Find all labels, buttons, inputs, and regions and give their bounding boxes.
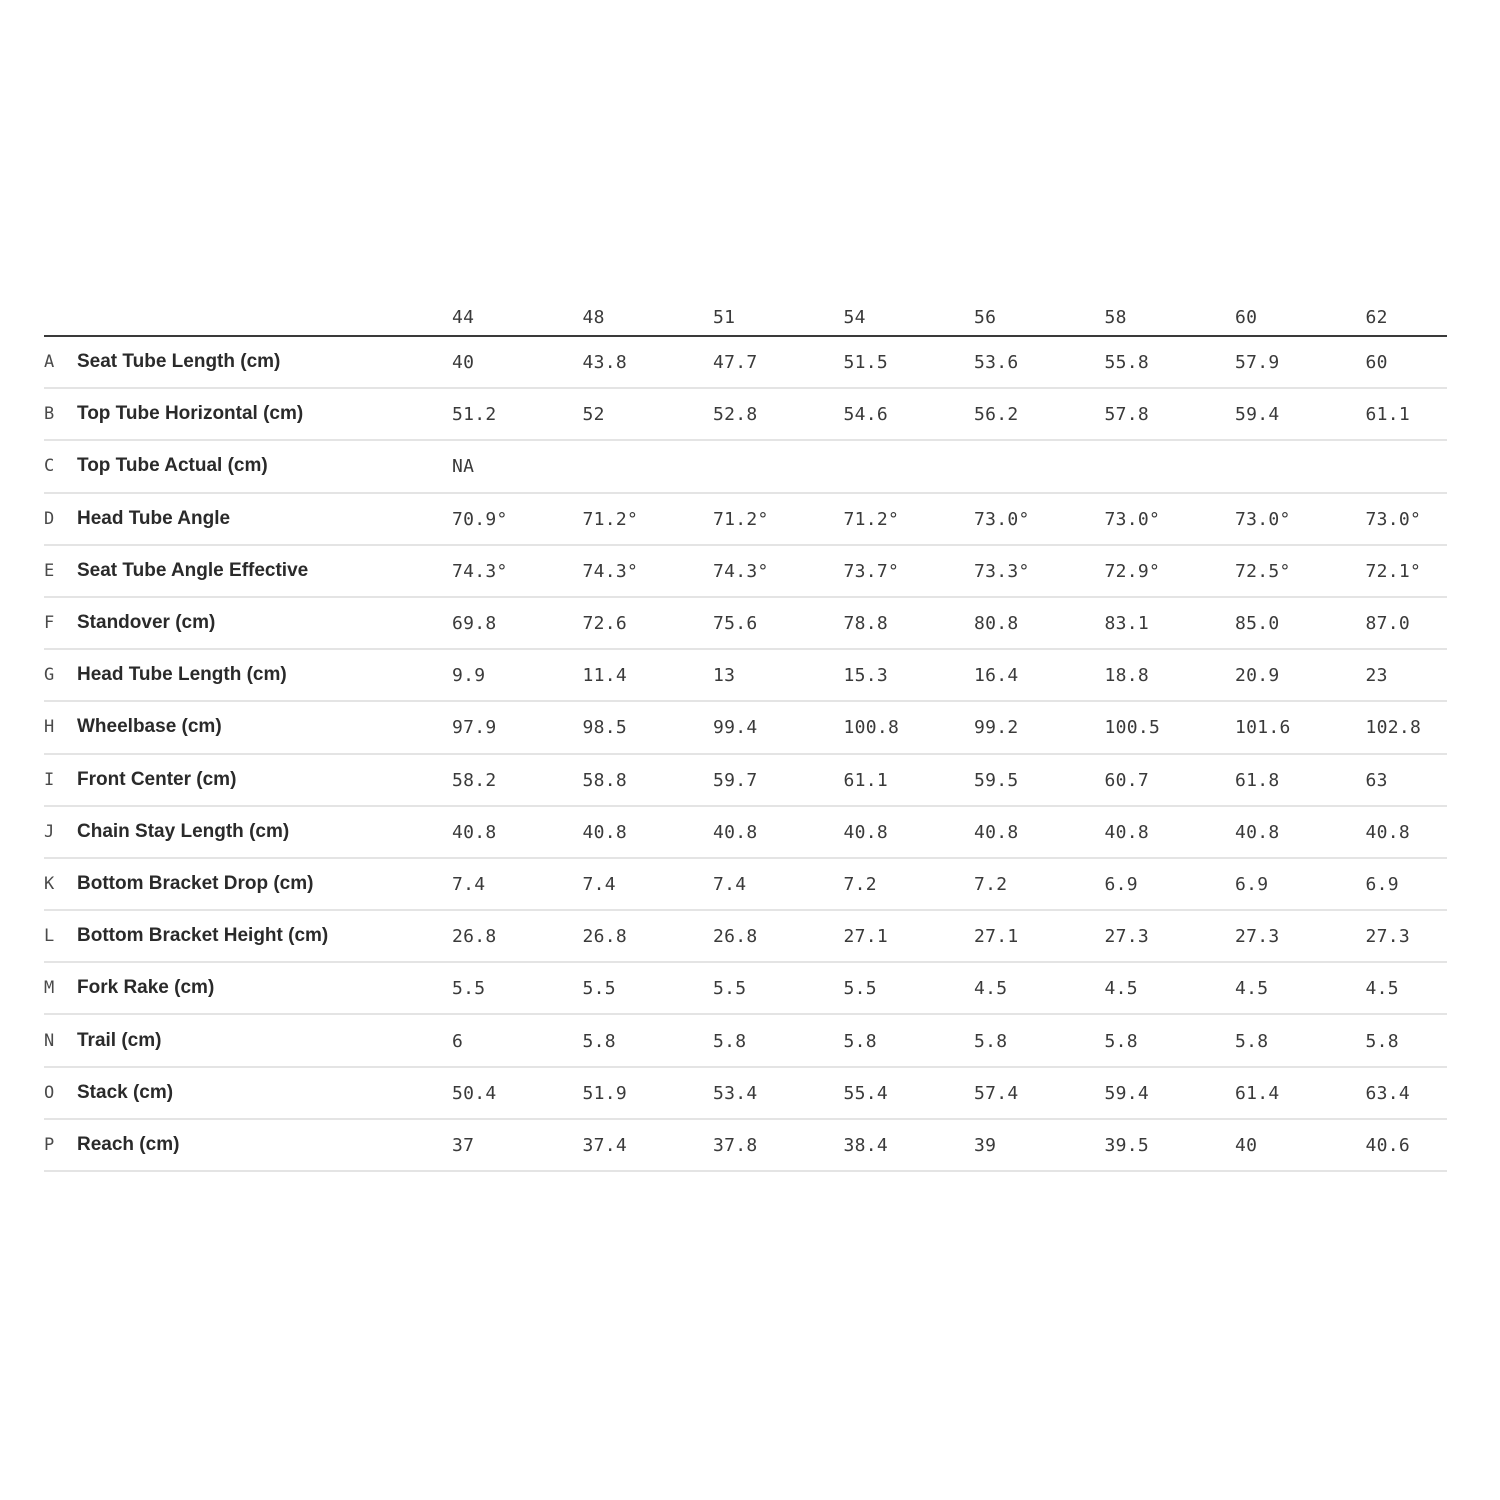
row-label: Head Tube Length (cm) [77, 664, 287, 686]
table-cell: 100.8 [843, 717, 900, 739]
table-cell: 40.8 [974, 821, 1019, 843]
table-cell: 54.6 [843, 404, 889, 426]
table-cell: 4.5 [1104, 978, 1138, 1000]
table-cell: 57.4 [974, 1082, 1019, 1104]
table-cell: 101.6 [1235, 717, 1291, 739]
table-cell: 37.4 [582, 1134, 628, 1156]
table-cell: 51.2 [452, 404, 497, 426]
table-row [44, 389, 1447, 441]
table-cell: 73.0° [1104, 508, 1161, 530]
table-cell: 73.0° [974, 508, 1030, 530]
table-cell: 61.1 [843, 769, 889, 791]
size-header-row [44, 296, 1447, 337]
table-cell: 6.9 [1235, 873, 1269, 895]
table-cell: 5.8 [1104, 1030, 1138, 1052]
table-cell: 5.8 [974, 1030, 1008, 1052]
table-cell: 50.4 [452, 1082, 497, 1104]
table-row [44, 441, 1447, 493]
table-cell: 11.4 [582, 665, 628, 687]
table-cell: 71.2° [582, 508, 639, 530]
row-label: Top Tube Horizontal (cm) [77, 403, 304, 425]
table-cell: 5.5 [843, 978, 877, 1000]
table-cell: 6.9 [1104, 873, 1138, 895]
row-label: Head Tube Angle [77, 507, 231, 529]
table-cell: 73.0° [1235, 508, 1291, 530]
table-row [44, 650, 1447, 702]
table-row [44, 859, 1447, 911]
table-cell: 61.4 [1235, 1082, 1280, 1104]
table-cell: 7.4 [582, 873, 616, 895]
table-cell: 71.2° [843, 508, 900, 530]
table-cell: 27.3 [1104, 926, 1150, 948]
table-cell: 4.5 [1365, 978, 1399, 1000]
table-cell: 27.1 [974, 926, 1019, 948]
table-cell: 7.2 [974, 873, 1008, 895]
row-label: Seat Tube Angle Effective [77, 559, 309, 581]
row-label: Chain Stay Length (cm) [77, 820, 290, 842]
table-cell: 53.4 [713, 1082, 758, 1104]
size-header: 56 [974, 307, 997, 328]
row-letter: B [44, 404, 55, 425]
table-cell: 27.3 [1365, 926, 1411, 948]
row-label: Bottom Bracket Height (cm) [77, 925, 329, 947]
table-cell: 40 [1235, 1134, 1258, 1156]
table-cell: 18.8 [1104, 665, 1150, 687]
row-letter: N [44, 1030, 55, 1051]
row-letter: L [44, 926, 55, 947]
table-cell: 58.8 [582, 769, 628, 791]
row-label: Standover (cm) [77, 612, 216, 634]
table-row [44, 1068, 1447, 1120]
table-cell [583, 466, 714, 467]
table-cell: 5.8 [582, 1030, 616, 1052]
table-cell: 26.8 [452, 926, 497, 948]
row-letter: K [44, 873, 55, 894]
size-header: 44 [452, 307, 475, 328]
table-cell: 5.8 [713, 1030, 747, 1052]
table-cell: 61.8 [1235, 769, 1280, 791]
table-cell: 51.5 [843, 352, 889, 374]
table-cell: 83.1 [1104, 613, 1150, 635]
row-letter: M [44, 978, 55, 999]
table-cell: 52.8 [713, 404, 758, 426]
table-cell: 61.1 [1365, 404, 1411, 426]
table-cell: 5.8 [1365, 1030, 1399, 1052]
table-cell: 73.0° [1365, 508, 1422, 530]
row-letter: A [44, 352, 55, 373]
table-cell: 71.2° [713, 508, 769, 530]
table-cell [1105, 466, 1236, 467]
table-cell: 98.5 [582, 717, 628, 739]
table-cell: 39 [974, 1134, 997, 1156]
table-cell: 6 [452, 1030, 464, 1052]
table-row [44, 337, 1447, 389]
table-cell: 37 [452, 1134, 475, 1156]
row-label: Reach (cm) [77, 1133, 180, 1155]
table-cell: 99.4 [713, 717, 758, 739]
table-cell: 7.4 [713, 873, 747, 895]
table-cell: 40.8 [452, 821, 497, 843]
table-cell: 78.8 [843, 613, 889, 635]
table-cell: 27.1 [843, 926, 889, 948]
table-cell: NA [452, 456, 475, 478]
table-cell: 40 [452, 352, 475, 374]
table-cell: 26.8 [582, 926, 628, 948]
table-cell: 5.5 [582, 978, 616, 1000]
row-label: Top Tube Actual (cm) [77, 455, 268, 477]
table-cell: 100.5 [1104, 717, 1161, 739]
table-cell: 85.0 [1235, 613, 1280, 635]
table-cell: 72.6 [582, 613, 628, 635]
row-letter: P [44, 1134, 55, 1155]
table-cell: 72.5° [1235, 560, 1291, 582]
table-cell: 26.8 [713, 926, 758, 948]
table-cell: 40.8 [582, 821, 628, 843]
table-cell: 5.8 [843, 1030, 877, 1052]
table-cell: 74.3° [452, 560, 508, 582]
table-cell: 70.9° [452, 508, 508, 530]
size-header: 54 [843, 307, 866, 328]
row-letter: C [44, 456, 55, 477]
geometry-table [44, 296, 1447, 1172]
table-cell: 40.6 [1365, 1134, 1411, 1156]
table-cell: 74.3° [582, 560, 639, 582]
row-label: Seat Tube Length (cm) [77, 351, 281, 373]
table-row [44, 1015, 1447, 1067]
table-cell: 6.9 [1365, 873, 1399, 895]
table-cell: 23 [1365, 665, 1388, 687]
table-cell [1235, 466, 1366, 467]
table-cell: 4.5 [1235, 978, 1269, 1000]
row-letter: F [44, 613, 55, 634]
table-cell: 5.5 [452, 978, 486, 1000]
table-cell: 60.7 [1104, 769, 1150, 791]
table-cell [974, 466, 1105, 467]
table-cell: 55.8 [1104, 352, 1150, 374]
table-row [44, 494, 1447, 546]
row-letter: G [44, 665, 55, 686]
table-cell: 72.9° [1104, 560, 1161, 582]
size-header: 62 [1365, 307, 1388, 328]
table-cell: 57.9 [1235, 352, 1280, 374]
table-cell: 73.7° [843, 560, 900, 582]
table-cell: 39.5 [1104, 1134, 1150, 1156]
table-cell: 37.8 [713, 1134, 758, 1156]
table-cell: 40.8 [713, 821, 758, 843]
table-cell: 7.2 [843, 873, 877, 895]
row-label: Bottom Bracket Drop (cm) [77, 872, 314, 894]
table-cell: 60 [1365, 352, 1388, 374]
row-letter: E [44, 560, 55, 581]
row-label: Trail (cm) [77, 1029, 162, 1051]
table-cell: 38.4 [843, 1134, 889, 1156]
table-cell: 58.2 [452, 769, 497, 791]
size-header: 58 [1104, 307, 1127, 328]
table-cell: 40.8 [1365, 821, 1411, 843]
row-label: Wheelbase (cm) [77, 716, 222, 738]
table-cell: 15.3 [843, 665, 889, 687]
table-cell: 72.1° [1365, 560, 1422, 582]
table-cell: 47.7 [713, 352, 758, 374]
table-cell: 63 [1365, 769, 1388, 791]
table-row [44, 963, 1447, 1015]
table-cell [1366, 466, 1497, 467]
table-cell: 69.8 [452, 613, 497, 635]
table-row [44, 807, 1447, 859]
table-row [44, 755, 1447, 807]
table-cell: 7.4 [452, 873, 486, 895]
row-label: Stack (cm) [77, 1081, 174, 1103]
table-cell: 57.8 [1104, 404, 1150, 426]
table-row [44, 702, 1447, 754]
row-letter: O [44, 1082, 55, 1103]
size-header: 51 [713, 307, 736, 328]
table-cell: 40.8 [1104, 821, 1150, 843]
table-cell: 4.5 [974, 978, 1008, 1000]
table-cell: 59.4 [1235, 404, 1280, 426]
table-cell: 13 [713, 665, 736, 687]
table-row [44, 911, 1447, 963]
row-label: Front Center (cm) [77, 768, 237, 790]
header-label-spacer [44, 296, 452, 335]
row-letter: I [44, 769, 55, 790]
table-cell: 40.8 [1235, 821, 1280, 843]
table-cell: 52 [582, 404, 605, 426]
table-row [44, 546, 1447, 598]
table-cell: 16.4 [974, 665, 1019, 687]
row-label: Fork Rake (cm) [77, 977, 215, 999]
table-cell: 74.3° [713, 560, 769, 582]
table-cell: 97.9 [452, 717, 497, 739]
table-cell: 9.9 [452, 665, 486, 687]
size-header: 48 [582, 307, 605, 328]
table-cell: 75.6 [713, 613, 758, 635]
table-cell: 56.2 [974, 404, 1019, 426]
table-row [44, 1120, 1447, 1172]
table-cell: 55.4 [843, 1082, 889, 1104]
table-cell: 59.4 [1104, 1082, 1150, 1104]
table-body [44, 337, 1447, 1172]
table-cell: 59.7 [713, 769, 758, 791]
table-cell: 99.2 [974, 717, 1019, 739]
table-cell: 80.8 [974, 613, 1019, 635]
row-letter: D [44, 508, 55, 529]
size-header: 60 [1235, 307, 1258, 328]
table-row [44, 598, 1447, 650]
table-cell [844, 466, 975, 467]
table-cell: 43.8 [582, 352, 628, 374]
table-cell: 73.3° [974, 560, 1030, 582]
table-cell: 5.5 [713, 978, 747, 1000]
table-cell: 20.9 [1235, 665, 1280, 687]
row-letter: J [44, 821, 55, 842]
table-cell: 53.6 [974, 352, 1019, 374]
table-cell [713, 466, 844, 467]
table-cell: 5.8 [1235, 1030, 1269, 1052]
table-cell: 59.5 [974, 769, 1019, 791]
table-cell: 40.8 [843, 821, 889, 843]
table-cell: 51.9 [582, 1082, 628, 1104]
table-cell: 102.8 [1365, 717, 1422, 739]
row-letter: H [44, 717, 55, 738]
table-cell: 87.0 [1365, 613, 1411, 635]
table-cell: 27.3 [1235, 926, 1280, 948]
table-cell: 63.4 [1365, 1082, 1411, 1104]
